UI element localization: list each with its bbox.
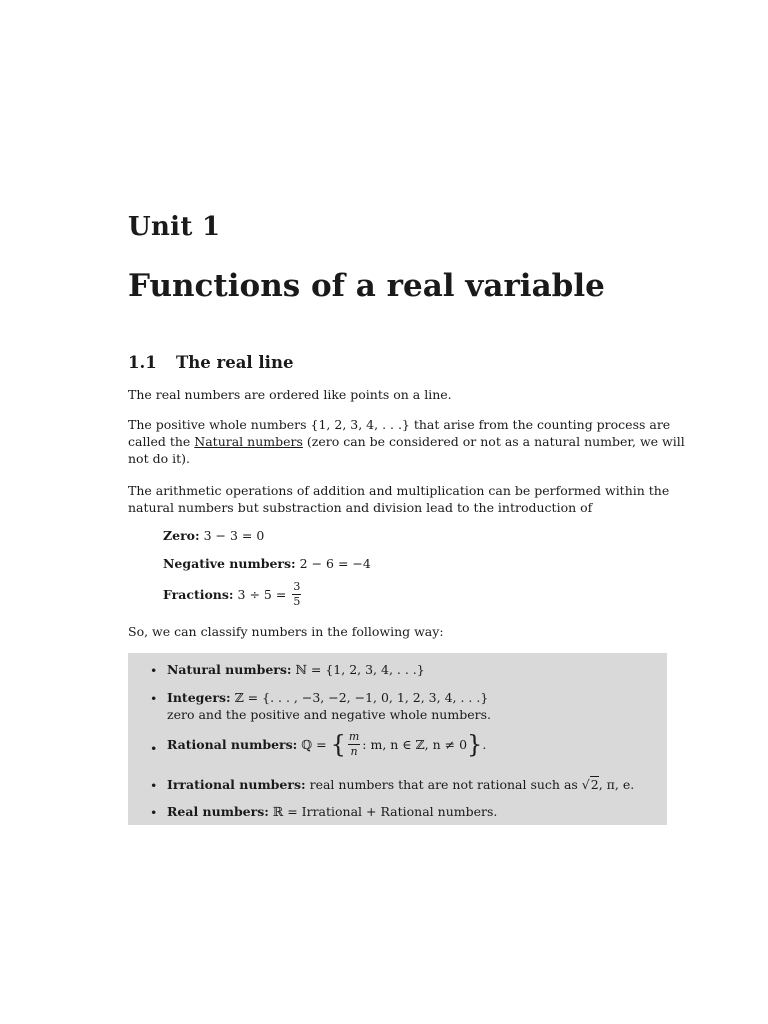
item-expression: ℕ = {1, 2, 3, 4, . . .} bbox=[295, 662, 425, 677]
example-expression: 3 ÷ 5 = bbox=[237, 587, 287, 602]
example-label: Negative numbers: bbox=[163, 556, 296, 571]
integers-note: zero and the positive and negative whole numbers. bbox=[167, 707, 491, 722]
sqrt-radicand: 2 bbox=[590, 777, 599, 792]
item-expression: ℝ = Irrational + Rational numbers. bbox=[272, 804, 498, 819]
paragraph-line: not do it). bbox=[128, 451, 190, 466]
text-span: called the bbox=[128, 434, 195, 449]
brace-open: { bbox=[330, 730, 346, 759]
list-item-rational bbox=[167, 731, 486, 758]
example-zero bbox=[163, 528, 264, 543]
paragraph-natural-numbers bbox=[128, 416, 685, 467]
item-expression: ℚ = bbox=[301, 737, 327, 752]
paragraph-arithmetic bbox=[128, 482, 670, 516]
chapter-title: Functions of a real variable bbox=[128, 268, 605, 304]
bullet-icon: • bbox=[150, 805, 158, 820]
paragraph-line: The positive whole numbers {1, 2, 3, 4, . . .} that arise from the counting process are bbox=[128, 417, 671, 432]
item-text: , π, e. bbox=[598, 777, 635, 792]
fraction-denominator: n bbox=[350, 745, 358, 758]
item-label: Natural numbers: bbox=[167, 662, 292, 677]
example-label: Fractions: bbox=[163, 587, 234, 602]
bullet-icon: • bbox=[150, 741, 158, 756]
list-item-integers bbox=[167, 690, 488, 705]
item-label: Integers: bbox=[167, 690, 231, 705]
bullet-icon: • bbox=[150, 778, 158, 793]
example-label: Zero: bbox=[163, 528, 200, 543]
rational-condition: : m, n ∈ ℤ, n ≠ 0 bbox=[362, 737, 468, 752]
fraction bbox=[292, 581, 301, 608]
paragraph-line bbox=[128, 433, 685, 450]
fraction-numerator: 3 bbox=[293, 580, 301, 593]
paragraph-line: The arithmetic operations of addition and multiplication can be performed within the bbox=[128, 483, 670, 498]
example-expression: 2 − 6 = −4 bbox=[299, 556, 371, 571]
list-item-natural bbox=[167, 662, 425, 677]
example-fractions bbox=[163, 581, 303, 608]
example-expression: 3 − 3 = 0 bbox=[203, 528, 265, 543]
unit-label: Unit 1 bbox=[128, 212, 221, 242]
section-number: 1.1 bbox=[128, 353, 157, 372]
paragraph-classify: So, we can classify numbers in the following way: bbox=[128, 624, 444, 639]
item-label: Real numbers: bbox=[167, 804, 269, 819]
fraction-denominator: 5 bbox=[293, 595, 301, 608]
paragraph-real-numbers: The real numbers are ordered like points on a line. bbox=[128, 387, 452, 402]
fraction-numerator: m bbox=[348, 730, 360, 743]
sqrt-sign: √ bbox=[581, 777, 590, 792]
natural-numbers-term: Natural numbers bbox=[194, 434, 303, 449]
bullet-icon: • bbox=[150, 691, 158, 706]
item-expression: ℤ = {. . . , −3, −2, −1, 0, 1, 2, 3, 4, . . .} bbox=[234, 690, 489, 705]
paragraph-line: natural numbers but substraction and division lead to the introduction of bbox=[128, 500, 593, 515]
item-label: Rational numbers: bbox=[167, 737, 298, 752]
fraction bbox=[348, 731, 360, 758]
brace-close: } bbox=[467, 730, 483, 759]
period: . bbox=[482, 737, 487, 752]
list-item-real bbox=[167, 804, 497, 819]
example-negative bbox=[163, 556, 371, 571]
section-title: The real line bbox=[176, 353, 294, 372]
bullet-icon: • bbox=[150, 663, 158, 678]
item-label: Irrational numbers: bbox=[167, 777, 306, 792]
text-span: (zero can be considered or not as a natural number, we will bbox=[302, 434, 685, 449]
classification-box bbox=[128, 653, 667, 825]
list-item-irrational bbox=[167, 777, 634, 792]
item-text: real numbers that are not rational such as bbox=[309, 777, 578, 792]
